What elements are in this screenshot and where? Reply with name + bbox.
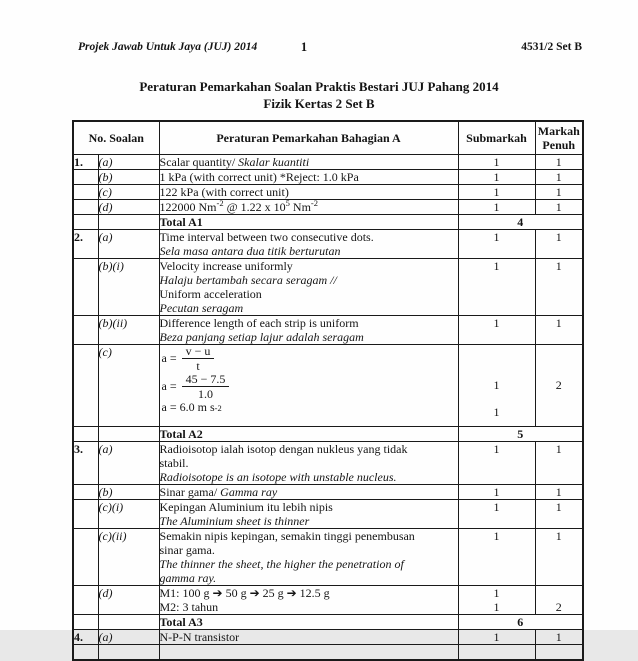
description-line: Semakin nipis kepingan, semakin tinggi penembusan [159,529,415,543]
cell-question-no [73,185,98,200]
description-line: sinar gama. [159,543,215,557]
table-header-row [73,121,583,155]
cell-description [159,529,458,586]
cell-question-no [73,200,98,215]
total-row [73,615,583,630]
cell-question-no [73,345,98,427]
table-row [73,586,583,615]
description-line: Scalar quantity/ Skalar kuantiti [159,155,310,169]
cell-question-no [73,586,98,615]
cell-part: (c)(i) [98,500,159,529]
description-line: M1: 100 g ➔ 50 g ➔ 25 g ➔ 12.5 g [159,586,330,600]
cell-markah-penuh: 2 [535,586,583,615]
document-title [0,78,638,112]
cell-question-no [73,215,98,230]
header-page-number: 1 [300,40,308,54]
cell-submarkah: 1 [458,259,535,316]
cell-submarkah: 1 [458,200,535,215]
cell-markah-penuh: 1 [535,155,583,170]
cell-question-no [73,259,98,316]
col-header-peraturan: Peraturan Pemarkahan Bahagian A [159,121,458,155]
description-line: Time interval between two consecutive dots. [159,230,374,244]
doc-title-line2: Fizik Kertas 2 Set B [263,96,375,111]
cell-description [159,316,458,345]
cell-submarkah: 1 [458,442,535,485]
description-line: 1 kPa (with correct unit) *Reject: 1.0 kPa [159,170,359,184]
cell-part: (b)(i) [98,259,159,316]
description-line: Kepingan Aluminium itu lebih nipis [159,500,333,514]
cell-part: (c)(ii) [98,529,159,586]
description-line: Radioisotope is an isotope with unstable nucleus. [159,470,397,484]
cell-description [159,230,458,259]
cell-description [159,485,458,500]
cell-description [159,259,458,316]
description-line: The thinner the sheet, the higher the penetration of [159,557,404,571]
cell-total-value: 4 [458,215,583,230]
cell-description [159,630,458,645]
header-right-text: 4531/2 Set B [521,41,582,53]
cell-markah-penuh: 1 [535,630,583,645]
cell-submarkah: 1 [458,529,535,586]
description-line: stabil. [159,456,189,470]
cell-part [98,427,159,442]
cell-markah-penuh: 1 [535,442,583,485]
table-row [73,185,583,200]
cell-markah-penuh: 1 [535,316,583,345]
cell-description [159,170,458,185]
cell-part: (c) [98,345,159,427]
cell-submarkah: 1 [458,630,535,645]
cell-question-no: 2. [73,230,98,259]
cell-markah-penuh: 1 [535,170,583,185]
formula-line: a = $\frac{45 - 7.5}{1.0}$ [162,373,458,400]
table-row [73,170,583,185]
description-line: Difference length of each strip is uniform [159,316,359,330]
description-line: M2: 3 tahun [159,600,219,614]
cell-submarkah: 1 1 [458,345,535,427]
table-row [73,200,583,215]
description-line: Beza panjang setiap lajur adalah seragam [159,330,364,344]
description-line: Radioisotop ialah isotop dengan nukleus yang tidak [159,442,408,456]
cell-submarkah: 1 [458,230,535,259]
cell-description [159,442,458,485]
description-line: Uniform acceleration [159,287,262,301]
cell-empty [98,645,159,661]
cell-question-no [73,485,98,500]
cell-submarkah: 1 [458,316,535,345]
doc-title-line1: Peraturan Pemarkahan Soalan Praktis Bestari JUJ Pahang 2014 [139,79,499,94]
total-row [73,427,583,442]
cell-question-no [73,615,98,630]
cell-submarkah: 1 [458,155,535,170]
cell-markah-penuh: 2 [535,345,583,427]
cell-part: (a) [98,630,159,645]
table-row [73,155,583,170]
formula-line: a = $\frac{v - u}{t}$ [162,345,458,372]
cell-question-no [73,427,98,442]
cell-markah-penuh: 1 [535,529,583,586]
col-header-no-soalan: No. Soalan [73,121,159,155]
fraction: $\frac{v - u}{t}$ [182,345,215,372]
cell-markah-penuh: 1 [535,230,583,259]
cell-markah-penuh: 1 [535,500,583,529]
cell-total-value: 5 [458,427,583,442]
cell-part: (a) [98,442,159,485]
cell-description [159,586,458,615]
cell-submarkah: 1 [458,485,535,500]
table-row [73,630,583,645]
cell-submarkah: 1 [458,500,535,529]
cell-part: (d) [98,200,159,215]
description-line: Halaju bertambah secara seragam // [159,273,337,287]
cell-question-no: 1. [73,155,98,170]
marking-scheme-table [72,120,584,661]
cell-submarkah: 1 1 [458,586,535,615]
cell-description [159,155,458,170]
col-header-markah-penuh: Markah Penuh [535,121,583,155]
running-header [0,40,638,54]
table-row [73,345,583,427]
cell-description [159,200,458,215]
cell-empty [458,645,535,661]
cell-question-no [73,529,98,586]
table-row [73,442,583,485]
cell-total-value: 6 [458,615,583,630]
cell-empty [535,645,583,661]
table-row [73,485,583,500]
partial-row [73,645,583,661]
description-line: Velocity increase uniformly [159,259,293,273]
cell-part [98,615,159,630]
cell-part: (b) [98,485,159,500]
table-row [73,259,583,316]
cell-description [159,185,458,200]
description-line: N-P-N transistor [159,630,240,644]
cell-markah-penuh: 1 [535,185,583,200]
description-line: The Aluminium sheet is thinner [159,514,310,528]
header-left-text: Projek Jawab Untuk Jaya (JUJ) 2014 [78,41,258,53]
cell-part: (d) [98,586,159,615]
cell-question-no [73,170,98,185]
cell-total-label: Total A2 [159,427,458,442]
table-row [73,316,583,345]
table-body [73,155,583,661]
cell-markah-penuh: 1 [535,259,583,316]
total-row [73,215,583,230]
cell-part: (b)(ii) [98,316,159,345]
cell-part: (b) [98,170,159,185]
cell-markah-penuh: 1 [535,200,583,215]
cell-part [98,215,159,230]
table-row [73,529,583,586]
description-line: 122 kPa (with correct unit) [159,185,289,199]
description-line: Sela masa antara dua titik berturutan [159,244,341,258]
table-row [73,230,583,259]
cell-total-label: Total A1 [159,215,458,230]
cell-total-label: Total A3 [159,615,458,630]
cell-part: (a) [98,230,159,259]
cell-part: (a) [98,155,159,170]
col-header-submarkah: Submarkah [458,121,535,155]
cell-empty [73,645,98,661]
description-line: 122000 $Nm^{-2}$ @ 1.22 x $10^5$ $Nm^{-2}$ [159,198,319,214]
cell-question-no: 4. [73,630,98,645]
cell-markah-penuh: 1 [535,485,583,500]
description-line: gamma ray. [159,571,217,585]
cell-part: (c) [98,185,159,200]
table-row [73,500,583,529]
cell-question-no: 3. [73,442,98,485]
formula-line: a = 6.0 m s -2 [161,400,222,414]
cell-description [159,345,458,427]
description-line: Pecutan seragam [159,301,244,315]
cell-question-no [73,316,98,345]
cell-description [159,500,458,529]
cell-submarkah: 1 [458,170,535,185]
description-line: Sinar gama/ Gamma ray [159,485,278,499]
cell-submarkah: 1 [458,185,535,200]
fraction: $\frac{45 - 7.5}{1.0}$ [182,373,230,400]
cell-question-no [73,500,98,529]
cell-empty [159,645,458,661]
